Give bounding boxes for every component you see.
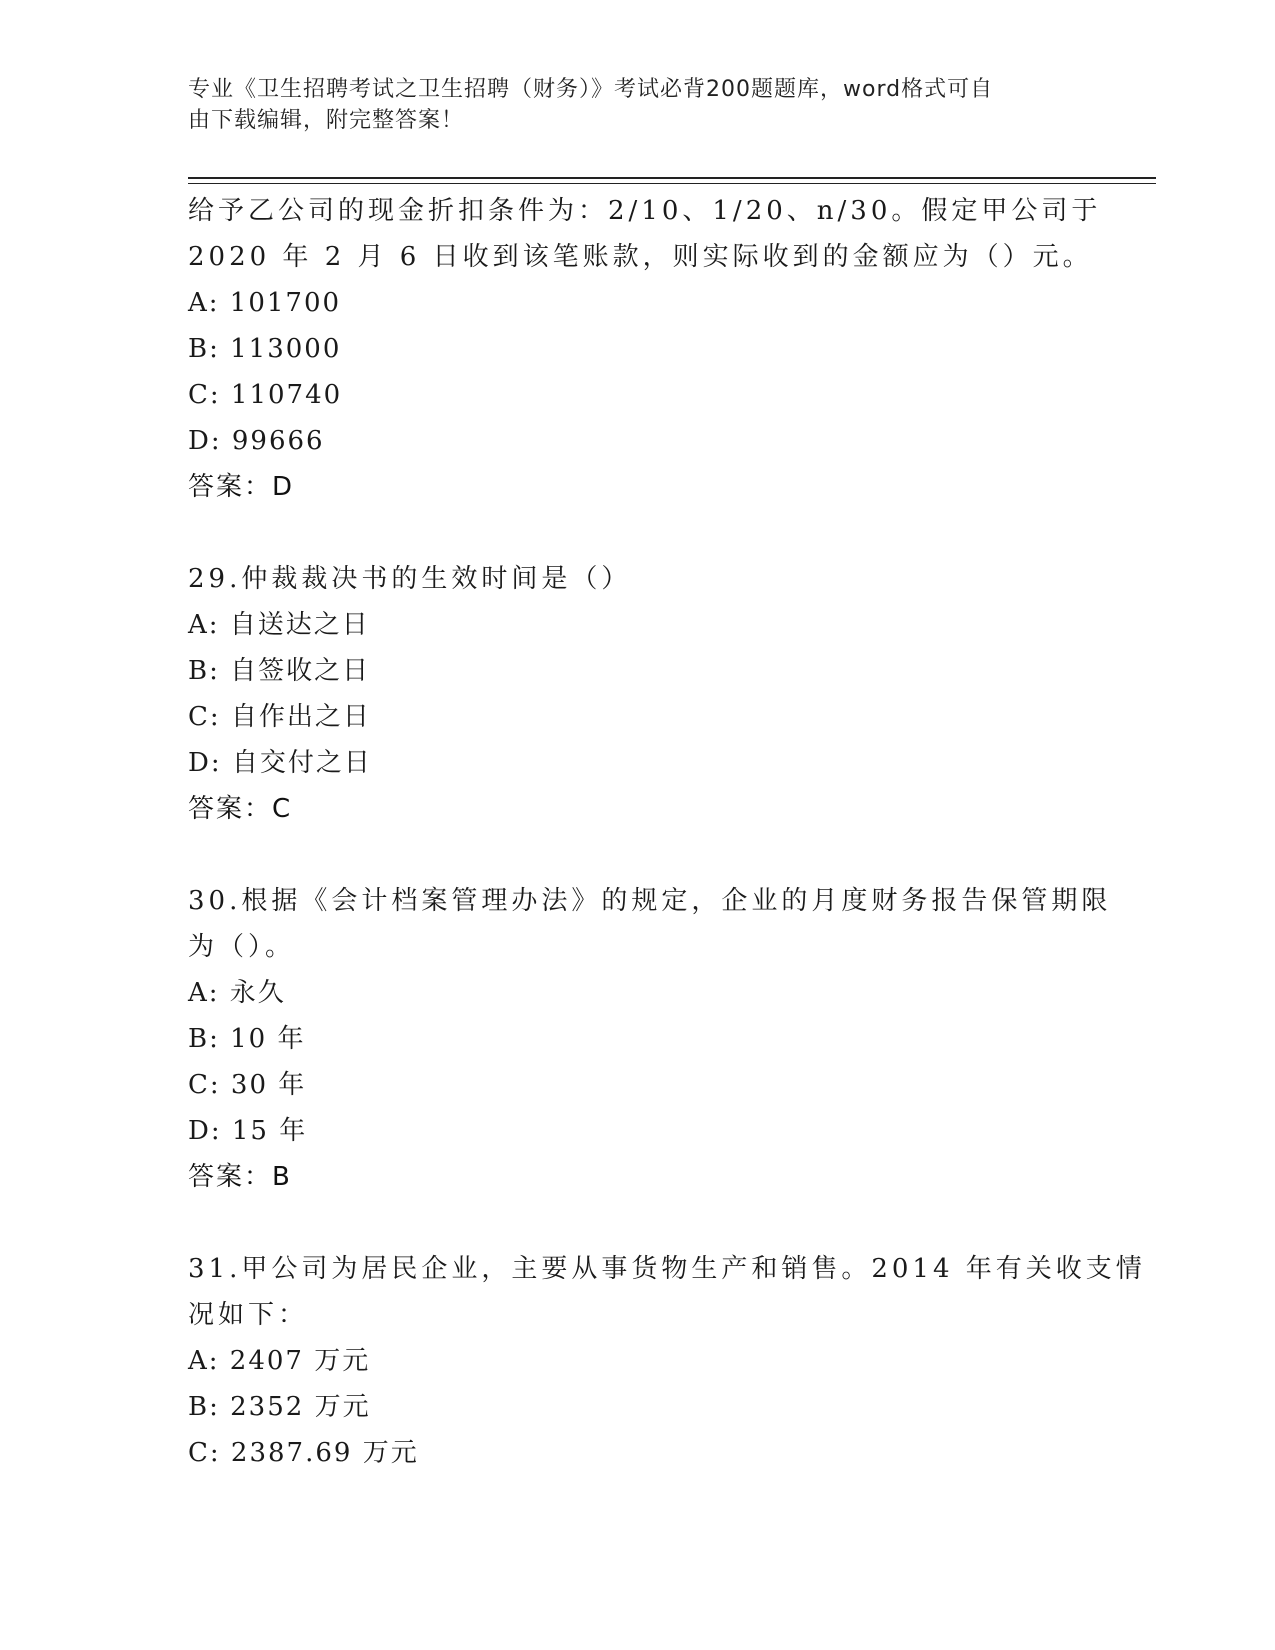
document-header — [188, 74, 1088, 136]
option-d: D: 99666 — [188, 426, 325, 456]
question-text: 30.根据《会计档案管理办法》的规定，企业的月度财务报告保管期限 — [188, 886, 1112, 916]
question-text: 31.甲公司为居民企业，主要从事货物生产和销售。2014 年有关收支情 — [188, 1254, 1146, 1284]
question-list — [188, 188, 1146, 1476]
option-b: B: 自签收之日 — [188, 656, 371, 686]
option-b: B: 2352 万元 — [188, 1392, 371, 1422]
option-b: B: 113000 — [188, 334, 342, 364]
header-line-2: 由下载编辑，附完整答案！ — [188, 108, 465, 133]
spacer — [188, 1200, 1088, 1246]
header-line-1: 专业《卫生招聘考试之卫生招聘（财务）》考试必背200题题库，word格式可自 — [188, 77, 994, 102]
question-text: 况如下： — [188, 1300, 309, 1330]
answer-label: 答案：D — [188, 472, 295, 502]
answer-label: 答案：C — [188, 794, 293, 824]
spacer — [188, 510, 1088, 556]
header-divider-thin — [188, 183, 1156, 184]
option-a: A: 自送达之日 — [188, 610, 370, 640]
option-a: A: 101700 — [188, 288, 342, 318]
option-c: C: 2387.69 万元 — [188, 1438, 419, 1468]
option-c: C: 30 年 — [188, 1070, 307, 1100]
question-text: 给予乙公司的现金折扣条件为：2/10、1/20、n/30。假定甲公司于 — [188, 196, 1102, 226]
option-a: A: 永久 — [188, 978, 286, 1008]
option-b: B: 10 年 — [188, 1024, 306, 1054]
answer-label: 答案：B — [188, 1162, 292, 1192]
option-d: D: 15 年 — [188, 1116, 308, 1146]
question-29 — [188, 556, 1088, 832]
question-text: 2020 年 2 月 6 日收到该笔账款，则实际收到的金额应为（）元。 — [188, 242, 1093, 272]
option-c: C: 110740 — [188, 380, 343, 410]
spacer — [188, 832, 1088, 878]
option-c: C: 自作出之日 — [188, 702, 371, 732]
question-text: 29.仲裁裁决书的生效时间是（） — [188, 564, 632, 594]
question-31 — [188, 1246, 1146, 1476]
question-30 — [188, 878, 1112, 1200]
option-a: A: 2407 万元 — [188, 1346, 371, 1376]
header-divider-thick — [188, 177, 1156, 179]
question-28 — [188, 188, 1102, 510]
option-d: D: 自交付之日 — [188, 748, 372, 778]
question-text: 为（）。 — [188, 932, 296, 962]
